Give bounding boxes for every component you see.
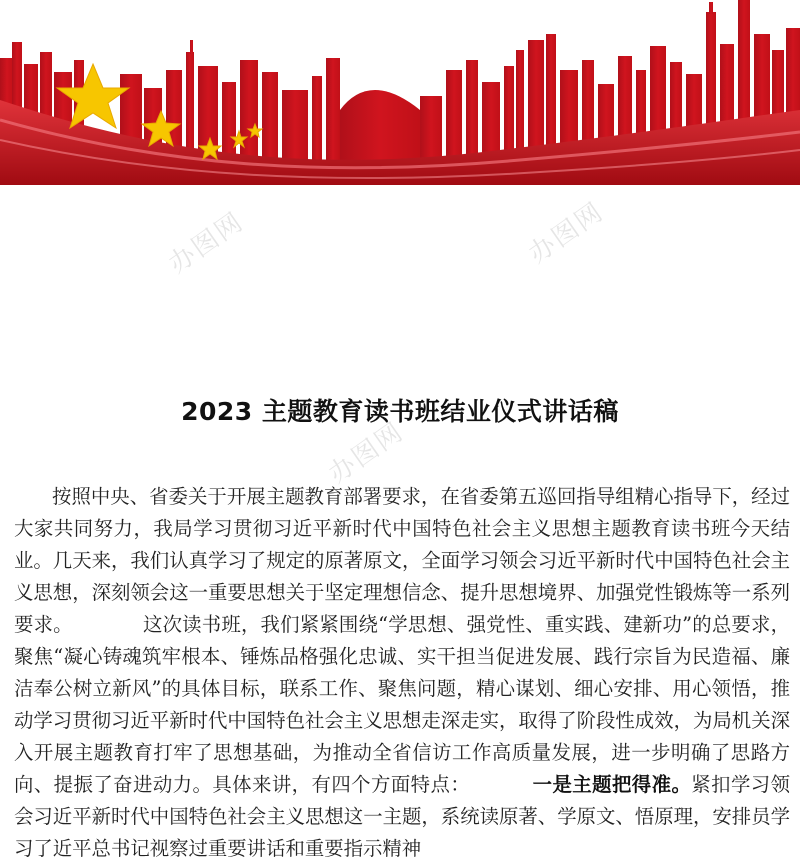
document-body — [14, 481, 790, 865]
point-1-heading: 一是主题把得准。 — [532, 773, 692, 796]
watermark: 办图网 — [323, 416, 410, 490]
paragraph-part-1: 按照中央、省委关于开展主题教育部署要求，在省委第五巡回指导组精心指导下，经过大家共同努力，我局学习贯彻习近平新时代中国特色社会主义思想主题教育读书班今天结业。几天来，我们认真学习了规定的原著原文，全面学习领会习近平新时代中国特色社会主义思想，深刻领会这一重要思想关于坚定理想信念、提升思想境界、加强党性锻炼等一系列要求。 — [14, 485, 790, 636]
skyline-banner-graphic — [0, 0, 800, 200]
watermark: 办图网 — [163, 206, 250, 280]
paragraph-part-2: 这次读书班，我们紧紧围绕“学思想、强党性、重实践、建新功”的总要求，聚焦“凝心铸魂筑牢根本、锤炼品格强化忠诚、实干担当促进发展、践行宗旨为民造福、廉洁奉公树立新风”的具体目标，联系工作、聚焦问题，精心谋划、细心安排、用心领悟，推动学习贯彻习近平新时代中国特色社会主义思想走深走实，取得了阶段性成效，为局机关深入开展主题教育打牢了思想基础，为推动全省信访工作高质量发展，进一步明确了思路方向、提振了奋进动力。具体来讲，有四个方面特点： — [14, 613, 790, 796]
watermark: 办图网 — [523, 196, 610, 270]
point-1-text: 紧扣学习领会习近平新时代中国特色社会主义思想这一主题，系统读原著、学原文、悟原理，安排员学习了近平总书记视察过重要讲话和重要指示精神 — [14, 773, 791, 860]
header-banner — [0, 0, 800, 200]
document-title: 2023 主题教育读书班结业仪式讲话稿 — [181, 397, 619, 426]
